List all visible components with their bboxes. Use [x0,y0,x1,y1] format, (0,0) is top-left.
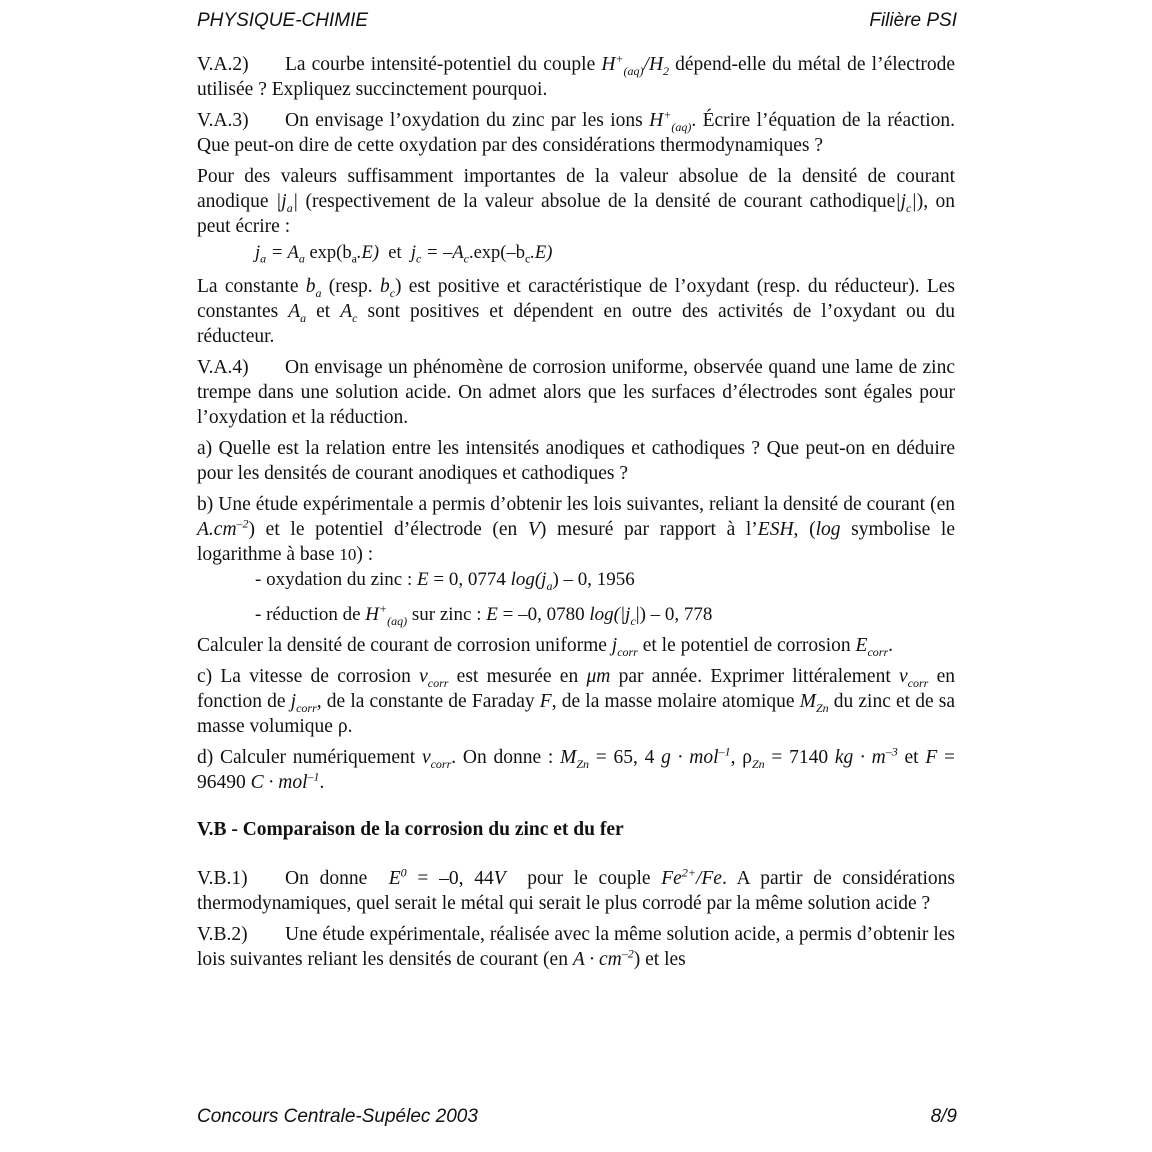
text: et [316,301,331,322]
question-d: d) Calculer numériquement $v_{corr}$. On donne : $M_{Zn} = 65$, 4 g · mol$^{-1}$, $\rho_{Zn} = 7140$ kg · $m^{-3}$ et F = 96490 C · mol$^{-1}$. [197,744,956,793]
math-val: = 0, 0774 [428,569,511,590]
question-c [197,664,955,739]
text: Une étude expérimentale, réalisée avec la même solution acide, a permis d’obtenir les lois suivantes reliant les densités de courant (en [197,924,955,970]
text: sur zinc : [411,604,482,625]
text: en fonction de [197,666,955,712]
question-number: V.A.4) [197,357,249,378]
math-v: V [527,519,540,540]
question-a [197,436,955,486]
math-unit: $A.cm^{-2}$ [197,516,249,540]
math-val: = –0, 44 [406,868,494,889]
text: - réduction de [255,604,361,625]
math-e0: $E^0$ [388,865,407,889]
text: . Écrire l’équation de la réaction. Que peut-on dire de cette oxydation par des considérations thermodynamiques ? [197,110,955,156]
math-mzn-value: $M_{Zn}$ [560,747,590,771]
text: c) La vitesse de corrosion [197,666,411,687]
text: ) et les [633,949,686,970]
text: La constante [197,276,299,297]
text: (respectivement de la valeur absolue de la densité de courant cathodique [305,191,896,212]
question-b [197,492,955,567]
text: d) Calculer numériquement [197,747,416,768]
math-val: ) – 0, 1956 [552,569,635,590]
math-log: log [815,519,841,540]
math-val: = –0, 0780 [497,604,590,625]
text: par année. Exprimer littéralement [618,666,891,687]
math-um: μm [586,666,611,687]
text: . [888,635,894,656]
math-jcorr: $j_{corr}$ [290,691,317,715]
math-log: log [589,604,614,625]
question-number: V.A.3) [197,110,249,131]
math-e: E [417,569,429,590]
math-mzn: $M_{Zn}$ [799,691,829,715]
math-exp: .exp(–b [468,243,525,263]
math-val: |) – 0, 778 [635,604,713,625]
text: La courbe intensité-potentiel du couple [285,54,596,75]
header-subject: PHYSIQUE-CHIMIE [197,10,369,31]
math-e: .E) [356,243,380,263]
text: Pour des valeurs suffisamment importantes de la valeur absolue de la densité de courant anodique [197,166,955,212]
question-vb2 [197,922,955,972]
math-eq-ja: $j_a = A_a$ [255,243,305,266]
math-f: F [539,691,552,712]
text: et [388,243,402,263]
math-ac: $A_c$ [340,301,358,325]
text: b) Une étude expérimentale a permis d’obtenir les lois suivantes, reliant la densité de courant (en [197,494,955,515]
text: pour le couple [527,868,651,889]
math-vcorr: $v_{corr}$ [419,666,449,690]
math-h-ion: $H^+_{(aq)}$ [649,107,692,134]
text: . [347,716,353,737]
math-aa: $A_a$ [288,301,307,325]
math-jc: ($|j_c$ [613,604,636,628]
document-body [197,52,955,972]
text: symbolise le logarithme à base [197,519,955,565]
text: . A partir de considérations thermodynamiques, quel serait le métal qui serait le plus corrodé par la même solution acide ? [197,868,956,914]
question-number: V.A.2) [197,54,249,75]
text: Calculer la densité de courant de corrosion uniforme [197,635,607,656]
math-unit: V [493,868,506,889]
text: On donne [285,868,368,889]
math-fe-couple: $Fe^{2+}/Fe$ [661,865,722,889]
paragraph-calculer [197,633,955,658]
math-esh: ESH [757,519,794,540]
text: . On donne : [451,747,554,768]
text: sont positives et dépendent en outre des activités de l’oxydant ou du réducteur. [197,301,956,347]
math-ecorr: $E_{corr}$ [855,635,889,659]
math-jc: $|j_c|$ [895,191,917,215]
math-f: F [925,747,938,768]
equation-oxidation [197,567,955,592]
math-rho: ρ [337,716,348,737]
footer-page-number: 8/9 [930,1106,957,1127]
math-log: log [510,569,535,590]
math-unit: $A \cdot cm^{-2}$ [572,946,634,970]
math-val: = 7140 [764,747,835,768]
math-rho-value: $\rho_{Zn}$ [742,747,765,771]
math-ba: $b_a$ [305,276,322,300]
math-couple: $H^+_{(aq)}/H_2$ [601,51,670,78]
text: et [904,747,919,768]
text: ), on peut écrire : [197,191,956,237]
paragraph-densites [197,164,955,239]
math-val: = 65, 4 [589,747,662,768]
text: est mesurée en [456,666,579,687]
math-unit: C · mol$^{-1}$ [250,769,320,793]
text: - oxydation du zinc : [255,569,413,590]
text: , de la constante de Faraday [316,691,535,712]
text: On envisage un phénomène de corrosion uniforme, observée quand une lame de zinc trempe dans une solution acide. On admet alors que les surfaces d’électrodes sont égales pour l’oxydation et la réduction. [197,357,955,428]
math-val: = 96490 [197,747,956,793]
equation-reduction [197,602,955,627]
paragraph-constantes [197,274,955,349]
text: a) Quelle est la relation entre les intensités anodiques et cathodiques ? Que peut-on en déduire pour les densités de courant anodiques et cathodiques ? [197,438,955,484]
header-track: Filière PSI [869,10,957,31]
text: ) et le potentiel d’électrode (en [248,519,518,540]
math-unit: kg · $m^{-3}$ [834,744,898,768]
question-va2 [197,52,955,102]
question-va3 [197,108,955,158]
footer-exam: Concours Centrale-Supélec 2003 [197,1106,478,1127]
math-e: .E) [530,243,553,263]
text: et le potentiel de corrosion [642,635,851,656]
math-ja: ($j_a$ [534,569,553,593]
math-vcorr: $v_{corr}$ [421,747,452,771]
section-title-vb: V.B - Comparaison de la corrosion du zinc et du fer [197,819,624,840]
math-h-ion: $H^+_{(aq)}$ [365,601,408,628]
math-eq-jc: $j_c = -A_c$ [410,243,469,266]
math-vcorr: $v_{corr}$ [899,666,929,690]
text: du zinc et de sa masse volumique [197,691,956,737]
question-number: V.B.1) [197,868,248,889]
text: ) est positive et caractéristique de l’oxydant (resp. du réducteur). Les constantes [197,276,956,322]
question-number: V.B.2) [197,924,248,945]
math-jcorr: $j_{corr}$ [611,635,638,659]
math-bc: $b_c$ [379,276,396,300]
text: ) : [356,544,374,565]
text: , de la masse molaire atomique [551,691,795,712]
equation-current-densities: $j_a = A_a$ $\exp(b_a.E)$ et $j_c = -A_c.\exp(-b_c.E)$ [255,243,553,266]
math-unit: g · mol$^{-1}$ [661,744,731,768]
text: , ( [793,519,816,540]
text: (resp. [328,276,373,297]
math-base: 10 [339,545,357,564]
math-exp: exp(b [309,243,352,263]
math-e: E [486,604,498,625]
question-vb1 [197,866,955,916]
text: dépend-elle du métal de l’électrode utilisée ? Expliquez succinctement pourquoi. [197,54,956,100]
question-va4 [197,355,955,430]
text: On envisage l’oxydation du zinc par les ions [285,110,643,131]
text: ) mesuré par rapport à l’ [539,519,758,540]
math-ja: $|j_a|$ [275,191,299,215]
